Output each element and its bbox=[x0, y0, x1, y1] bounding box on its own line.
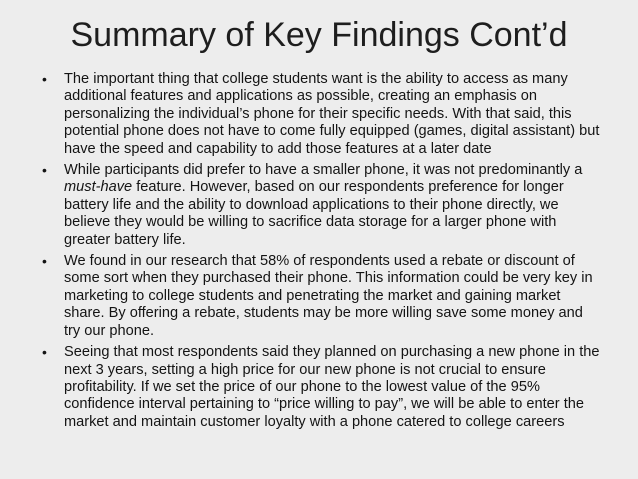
emphasized-text: must-have bbox=[64, 179, 133, 196]
bullet-item bbox=[42, 71, 602, 158]
bullet-text: Seeing that most respondents said they planned on purchasing a new phone in the next 3 years, setting a high price for our new phone is not crucial to ensure profitability. If we set the price of our phone to the lowest value of the 95% confidence interval pertaining to “price willing to pay”, we will be able to enter the market and maintain customer loyalty with a phone catered to college careers bbox=[64, 344, 600, 430]
bullet-text: The important thing that college students want is the ability to access as many additional features and applications as possible, creating an emphasis on personalizing the individual’s phone for their specific needs. With that said, this potential phone does not have to come fully equipped (games, digital assistant) but have the speed and capability to add those features at a later date bbox=[64, 71, 600, 157]
bullet-marker: • bbox=[42, 253, 47, 270]
bullet-text: We found in our research that 58% of respondents used a rebate or discount of some sort when they purchased their phone. This information could be very key in marketing to college students and penetrating the market and gaining market share. By offering a rebate, students may be more willing save some money and try our phone. bbox=[64, 253, 593, 339]
slide-title: Summary of Key Findings Cont’d bbox=[70, 16, 568, 54]
bullet-item bbox=[42, 344, 602, 431]
bullet-marker: • bbox=[42, 162, 47, 179]
bullet-marker: • bbox=[42, 344, 47, 361]
bullet-text-part: feature. However, based on our respondents preference for longer battery life and the ability to download applications to their phone directly, we believe they would be willing to sacrifice data storage for a larger phone with greater battery life. bbox=[64, 179, 564, 248]
bullet-item bbox=[42, 162, 602, 249]
bullet-text-part: While participants did prefer to have a smaller phone, it was not predominantly a bbox=[64, 162, 583, 179]
bullet-marker: • bbox=[42, 71, 47, 87]
bullet-list bbox=[42, 71, 602, 435]
bullet-item bbox=[42, 253, 602, 340]
